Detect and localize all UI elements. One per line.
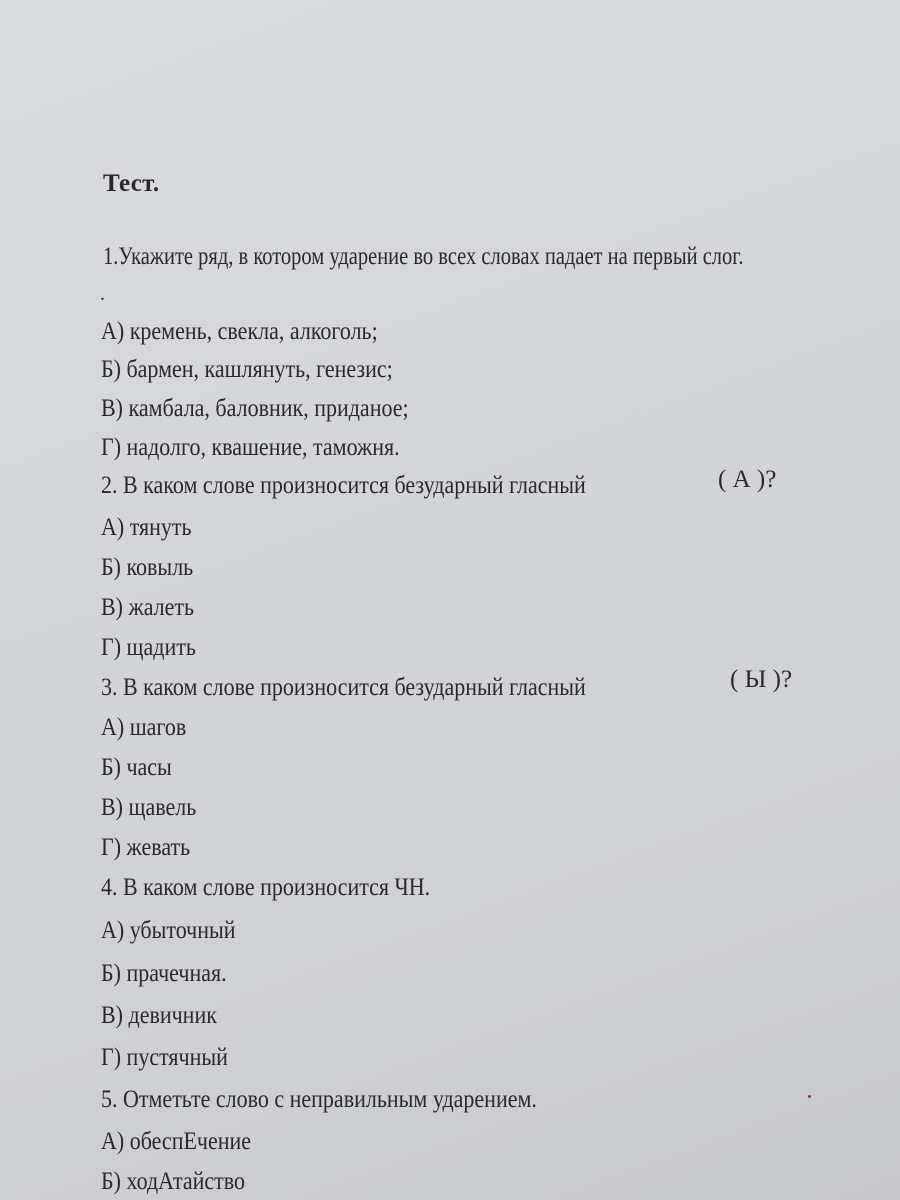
- question-5-option-b: Б) ходАтайство: [101, 1168, 246, 1195]
- question-1-text: 1.Укажите ряд, в котором ударение во всех словах падает на первый слог.: [103, 243, 744, 270]
- question-4-option-b: Б) прачечная.: [101, 960, 227, 987]
- question-4-text: 4. В каком слове произносится ЧН.: [101, 874, 431, 901]
- question-1-option-c: В) камбала, баловник, приданое;: [101, 395, 409, 422]
- question-4-option-a: А) убыточный: [101, 917, 236, 944]
- question-3-option-a: А) шагов: [101, 714, 187, 741]
- question-1-option-d: Г) надолго, квашение, таможня.: [101, 434, 400, 461]
- question-3-option-d: Г) жевать: [101, 834, 191, 861]
- question-3-text: 3. В каком слове произносится безударный гласный: [101, 674, 586, 701]
- question-1-option-b: Б) бармен, кашлянуть, генезис;: [101, 356, 393, 383]
- question-2-text: 2. В каком слове произносится безударный гласный: [101, 472, 586, 499]
- question-2-option-b: Б) ковыль: [101, 554, 194, 581]
- question-2-vowel-marker: ( А )?: [718, 466, 777, 493]
- question-5-option-a: А) обеспЕчение: [101, 1128, 252, 1155]
- paper-speck: [808, 1095, 811, 1098]
- question-3-option-b: Б) часы: [101, 754, 172, 781]
- question-5-text: 5. Отметьте слово с неправильным ударением.: [101, 1086, 537, 1113]
- page-title: Тест.: [103, 170, 160, 197]
- question-3-option-c: В) щавель: [101, 794, 197, 821]
- question-2-option-c: В) жалеть: [101, 594, 195, 621]
- question-2-option-a: А) тянуть: [101, 514, 192, 541]
- question-1-option-a: А) кремень, свекла, алкоголь;: [101, 318, 378, 345]
- question-2-option-d: Г) щадить: [101, 634, 196, 661]
- question-4-option-d: Г) пустячный: [101, 1044, 228, 1071]
- question-1-dot: .: [100, 283, 105, 305]
- question-4-option-c: В) девичник: [101, 1002, 217, 1029]
- question-3-vowel-marker: ( Ы )?: [730, 666, 793, 693]
